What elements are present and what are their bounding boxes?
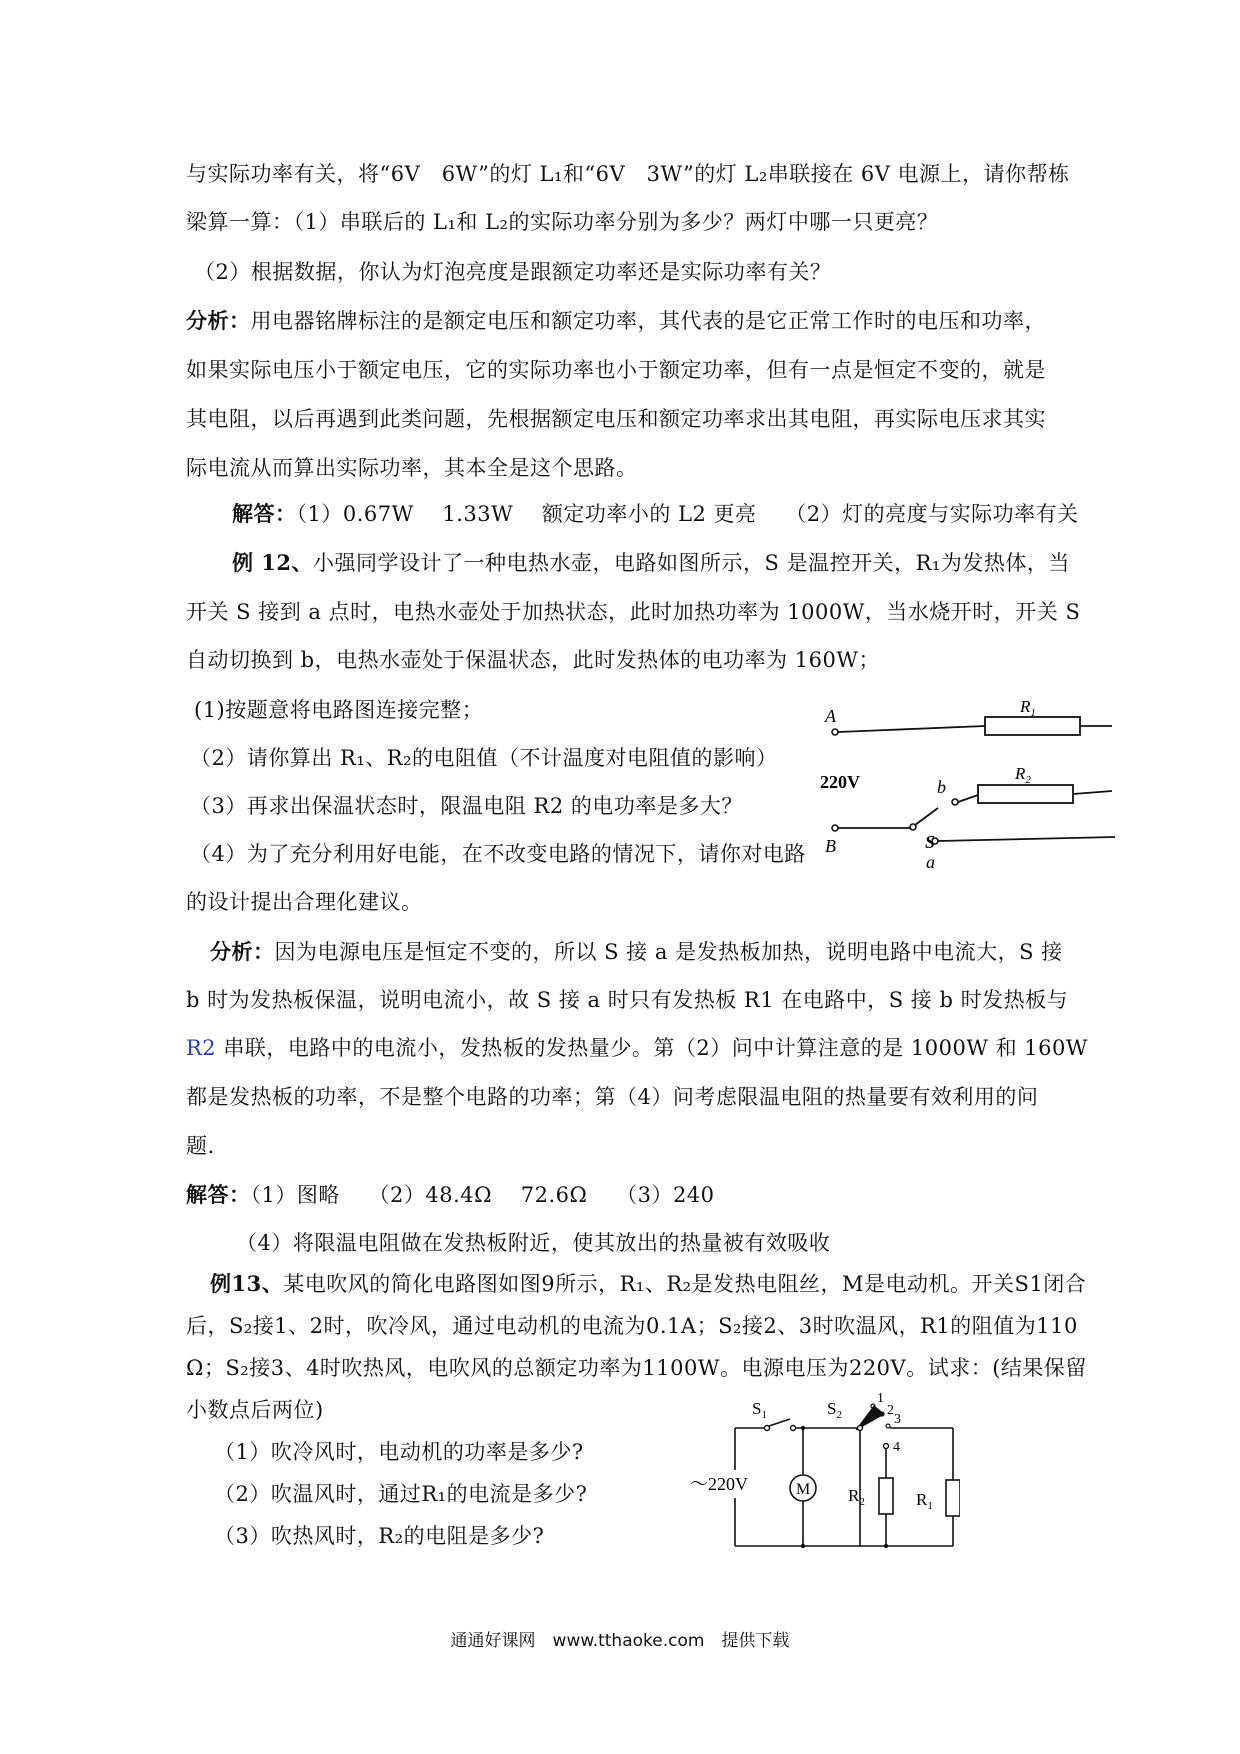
text-line: 小数点后两位) — [186, 1398, 324, 1422]
s1-label: $S_1$ — [752, 1399, 767, 1421]
contact-4-label: 4 — [893, 1440, 900, 1455]
text-line — [186, 1034, 1088, 1062]
s2-label: $S_2$ — [827, 1399, 842, 1421]
question-item: （3）再求出保温状态时，限温电阻 R2 的电功率是多大？ — [190, 794, 743, 818]
r2-label: $R_2$ — [848, 1486, 865, 1508]
text-line: 际电流从而算出实际功率，其本全是这个思路。 — [186, 456, 638, 480]
analysis-paragraph — [210, 938, 1063, 966]
circuit-diagram-kettle — [810, 690, 1120, 880]
question-item: （1）吹冷风时，电动机的功率是多少? — [214, 1440, 584, 1464]
text-span: 串联，电路中的电流小，发热板的发热量少。第（2）问中计算注意的是 1000W 和 160W — [216, 1036, 1088, 1060]
text-line: b 时为发热板保温，说明电流小，故 S 接 a 时只有发热板 R1 在电路中，S 接 b 时发热板与 — [186, 988, 1069, 1012]
example-12-heading — [232, 549, 1070, 577]
analysis-label: 分析： — [186, 308, 251, 333]
question-item: 的设计提出合理化建议。 — [186, 890, 423, 914]
answer-label: 解答： — [186, 1182, 251, 1207]
text-line: （1）0.67W 1.33W 额定功率小的 L2 更亮 （2）灯的亮度与实际功率有关 — [296, 502, 1079, 526]
text-line: 后，S₂接1、2时，吹冷风，通过电动机的电流为0.1A；S₂接2、3时吹温风，R1的阻值为110 — [186, 1314, 1078, 1338]
text-line: （4）将限温电阻做在发热板附近，使其放出的热量被有效吸收 — [236, 1231, 831, 1255]
terminal-a-label: A — [825, 706, 836, 726]
highlighted-term: R2 — [186, 1036, 217, 1060]
question-item: (1)按题意将电路图连接完整； — [194, 698, 484, 722]
contact-a-label: a — [926, 852, 935, 872]
text-line: 小强同学设计了一种电热水壶，电路如图所示，S 是温控开关，R₁为发热体，当 — [313, 551, 1070, 575]
r1-label: $R_1$ — [916, 1490, 933, 1512]
voltage-label: 220V — [820, 772, 860, 792]
text-line: 因为电源电压是恒定不变的，所以 S 接 a 是发热板加热，说明电路中电流大，S 接 — [274, 940, 1063, 964]
answer-label: 解答： — [232, 501, 297, 526]
question-item: （4）为了充分利用好电能，在不改变电路的情况下，请你对电路 — [190, 842, 806, 866]
answer-paragraph — [186, 1181, 715, 1209]
r1-label: $R_1$ — [1020, 697, 1036, 719]
contact-b-label: b — [937, 777, 946, 797]
contact-1-label: 1 — [877, 1392, 884, 1406]
analysis-paragraph — [186, 307, 1046, 335]
text-line: 某电吹风的简化电路图如图9所示，R₁、R₂是发热电阻丝，M是电动机。开关S1闭合 — [283, 1272, 1087, 1296]
page-footer: 通通好课网 www.tthaoke.com 提供下载 — [450, 1631, 790, 1651]
example-label: 例13、 — [210, 1271, 284, 1296]
circuit-diagram-hairdryer — [690, 1392, 960, 1562]
text-line: 与实际功率有关，将“6V 6W”的灯 L₁和“6V 3W”的灯 L₂串联接在 6V 电源上，请你帮栋 — [186, 162, 1070, 186]
source-label: ～220V — [690, 1474, 748, 1494]
text-line: （2）根据数据，你认为灯泡亮度是跟额定功率还是实际功率有关？ — [194, 260, 832, 284]
text-line: 题. — [186, 1134, 215, 1158]
analysis-label: 分析： — [210, 939, 275, 964]
text-line: 开关 S 接到 a 点时，电热水壶处于加热状态，此时加热功率为 1000W，当水烧开时，开关 S — [186, 600, 1081, 624]
motor-label: M — [796, 1481, 811, 1498]
example-13-heading — [210, 1270, 1086, 1298]
text-line: 自动切换到 b，电热水壶处于保温状态，此时发热体的电功率为 160W； — [186, 648, 880, 672]
switch-s-label: S — [925, 832, 936, 852]
text-line: （1）图略 （2）48.4Ω 72.6Ω （3）240 — [250, 1183, 715, 1207]
r2-label: $R_2$ — [1015, 764, 1031, 786]
text-line: 其电阻，以后再遇到此类问题，先根据额定电压和额定功率求出其电阻，再实际电压求其实 — [186, 407, 1046, 431]
text-line: 如果实际电压小于额定电压，它的实际功率也小于额定功率，但有一点是恒定不变的，就是 — [186, 358, 1046, 382]
contact-2-label: 2 — [887, 1403, 894, 1418]
text-line: 梁算一算：（1）串联后的 L₁和 L₂的实际功率分别为多少？两灯中哪一只更亮？ — [186, 210, 939, 234]
text-line: 都是发热板的功率，不是整个电路的功率；第（4）问考虑限温电阻的热量要有效利用的问 — [186, 1085, 1039, 1109]
text-line: 用电器铭牌标注的是额定电压和额定功率，其代表的是它正常工作时的电压和功率， — [250, 309, 1046, 333]
terminal-b-label: B — [825, 836, 836, 856]
contact-3-label: 3 — [894, 1412, 901, 1427]
text-line: Ω；S₂接3、4时吹热风，电吹风的总额定功率为1100W。电源电压为220V。试求：(结果保留 — [186, 1356, 1087, 1380]
example-label: 例 12、 — [232, 550, 314, 575]
question-item: （3）吹热风时，R₂的电阻是多少? — [214, 1524, 545, 1548]
question-item: （2）吹温风时，通过R₁的电流是多少? — [214, 1482, 588, 1506]
answer-paragraph — [232, 500, 1079, 528]
question-item: （2）请你算出 R₁、R₂的电阻值（不计温度对电阻值的影响） — [190, 746, 778, 770]
